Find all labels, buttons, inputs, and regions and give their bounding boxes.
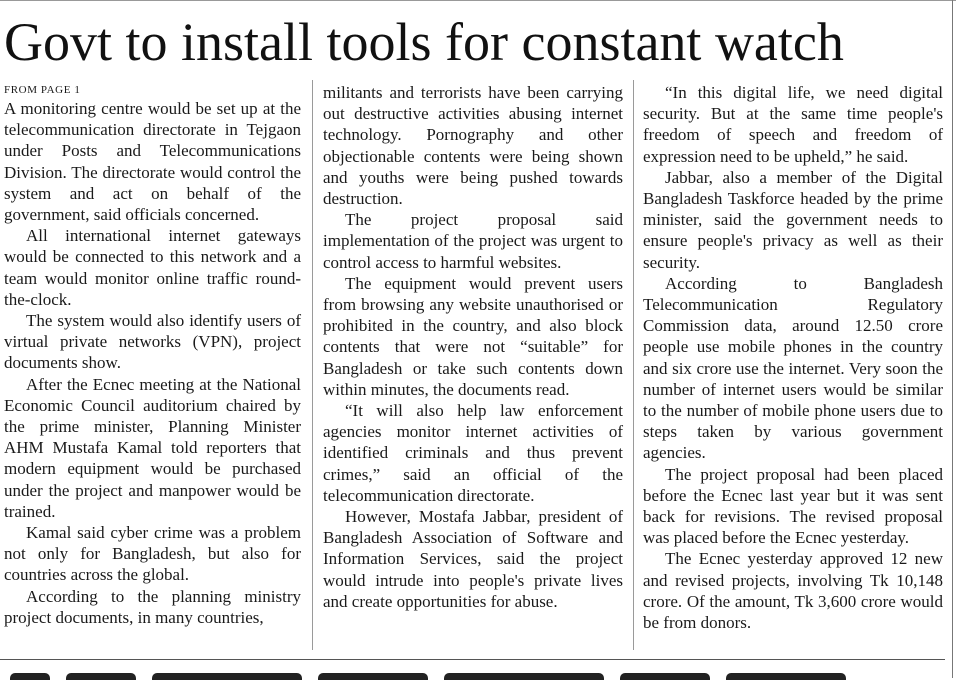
bottom-rule [0, 659, 945, 660]
article-column-1 [4, 82, 301, 628]
paragraph: Kamal said cyber crime was a problem not only for Bangladesh, but also for countries across the global. [4, 523, 301, 585]
article-column-3 [643, 82, 943, 633]
article-headline: Govt to install tools for constant watch [4, 12, 844, 72]
from-page-label: FROM PAGE 1 [4, 84, 81, 96]
paragraph: Jabbar, also a member of the Digital Bangladesh Taskforce headed by the prime minister, said the government needs to ensure people's privacy as well as their security. [643, 167, 943, 272]
page-edge-rule [952, 0, 953, 678]
article-column-2 [323, 82, 623, 612]
paragraph: militants and terrorists have been carrying out destructive activities abusing internet technology. Pornography and other objectionable contents were being shown and youths were being pushed towards destruction. [323, 83, 623, 209]
paragraph: The system would also identify users of virtual private networks (VPN), project documents show. [4, 311, 301, 373]
paragraph: The project proposal said implementation of the project was urgent to control access to harmful websites. [323, 210, 623, 272]
paragraph: “In this digital life, we need digital security. But at the same time people's freedom of speech and freedom of expression need to be upheld,” he said. [643, 83, 943, 166]
paragraph: However, Mostafa Jabbar, president of Bangladesh Association of Software and Information Services, said the project would intrude into people's private lives and create opportunities for abuse. [323, 507, 623, 611]
paragraph: A monitoring centre would be set up at the telecommunication directorate in Tejgaon under Posts and Telecommunications Division. The directorate would control the system and act on behalf of the government, said officials concerned. [4, 99, 301, 225]
paragraph: According to Bangladesh Telecommunication Regulatory Commission data, around 12.50 crore people use mobile phones in the country and six crore use the internet. Very soon the number of internet users would be similar to the number of mobile phone users due to steps taken by various government agencies. [643, 273, 943, 463]
next-article-headline-fragment [10, 668, 950, 680]
paragraph: The Ecnec yesterday approved 12 new and revised projects, involving Tk 10,148 crore. Of the amount, Tk 3,600 crore would be from donors. [643, 549, 943, 633]
paragraph: The equipment would prevent users from browsing any website unauthorised or prohibited in the country, and also block contents that were not “suitable” for Bangladesh or take such contents down within minutes, the documents read. [323, 273, 623, 399]
paragraph: All international internet gateways would be connected to this network and a team would monitor online traffic round-the-clock. [4, 226, 301, 309]
paragraph: The project proposal had been placed before the Ecnec last year but it was sent back for revisions. The revised proposal was placed before the Ecnec yesterday. [643, 464, 943, 548]
paragraph: “It will also help law enforcement agencies monitor internet activities of identified criminals and thus prevent crimes,” said an official of the telecommunication directorate. [323, 401, 623, 505]
column-divider [312, 80, 313, 650]
column-divider [633, 80, 634, 650]
paragraph: After the Ecnec meeting at the National Economic Council auditorium chaired by the prime minister, Planning Minister AHM Mustafa Kamal told reporters that modern equipment would be purchased under the project and manpower would be trained. [4, 374, 301, 521]
paragraph: According to the planning ministry project documents, in many countries, [4, 586, 301, 627]
top-rule [0, 0, 956, 1]
